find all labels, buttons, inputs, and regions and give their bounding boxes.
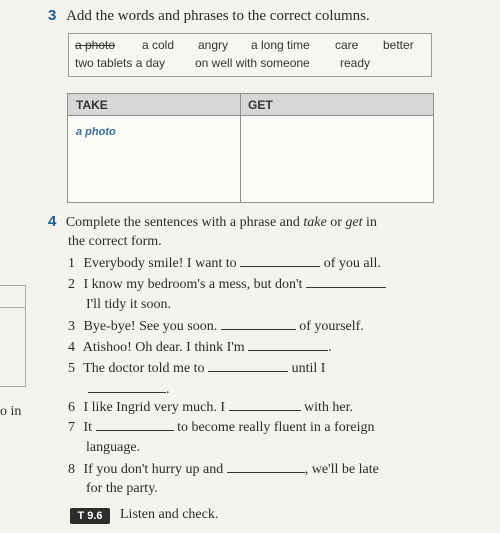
column-get-header: GET bbox=[248, 98, 273, 112]
sentence-6 bbox=[68, 399, 353, 416]
word-item: two tablets a day bbox=[75, 56, 166, 70]
sentence-2 bbox=[68, 276, 386, 293]
margin-box bbox=[0, 285, 26, 387]
sentence-text: until I bbox=[291, 361, 326, 376]
column-take-header: TAKE bbox=[76, 98, 108, 112]
exercise-3-instruction: Add the words and phrases to the correct columns. bbox=[66, 8, 370, 24]
sentence-number: 7 bbox=[68, 420, 75, 435]
exercise-4-instruction-line2: the correct form. bbox=[68, 234, 162, 249]
answer-blank[interactable] bbox=[88, 381, 166, 393]
sentence-text: I like Ingrid very much. I bbox=[83, 400, 226, 415]
or-word: or bbox=[330, 215, 342, 230]
sentence-text: . bbox=[166, 382, 170, 397]
column-divider bbox=[240, 94, 241, 202]
sentence-text: of yourself. bbox=[299, 319, 364, 334]
sentence-2-continued: I'll tidy it soon. bbox=[86, 297, 171, 312]
sentence-3 bbox=[68, 318, 364, 335]
sentence-text: Atishoo! Oh dear. I think I'm bbox=[82, 340, 245, 355]
exercise-4-number: 4 bbox=[48, 213, 57, 230]
word-item: ready bbox=[340, 56, 371, 70]
sentence-text: If you don't hurry up and bbox=[83, 462, 224, 477]
sentence-7 bbox=[68, 419, 375, 436]
sentence-5 bbox=[68, 360, 325, 377]
sentence-number: 3 bbox=[68, 319, 75, 334]
answer-blank[interactable] bbox=[306, 276, 386, 288]
exercise-3-heading bbox=[48, 7, 370, 25]
exercise-3-number: 3 bbox=[48, 7, 57, 24]
sentence-number: 4 bbox=[68, 340, 75, 355]
sentence-text: with her. bbox=[304, 400, 354, 415]
margin-box-divider bbox=[0, 307, 25, 308]
answer-blank[interactable] bbox=[227, 461, 305, 473]
answer-blank[interactable] bbox=[248, 339, 328, 351]
in-word: in bbox=[366, 215, 377, 230]
columns-table bbox=[67, 93, 434, 203]
answer-blank[interactable] bbox=[221, 318, 296, 330]
take-word: take bbox=[303, 215, 327, 230]
sentence-text: to become really fluent in a foreign bbox=[177, 420, 375, 435]
answer-blank[interactable] bbox=[96, 419, 174, 431]
audio-track-badge[interactable]: T 9.6 bbox=[70, 508, 110, 524]
sentence-7-continued: language. bbox=[86, 440, 141, 455]
sentence-number: 2 bbox=[68, 277, 75, 292]
sentence-8 bbox=[68, 461, 379, 478]
sentence-number: 6 bbox=[68, 400, 75, 415]
sentence-number: 8 bbox=[68, 462, 75, 477]
exercise-4-heading bbox=[48, 213, 377, 231]
sentence-1 bbox=[68, 255, 381, 272]
answer-blank[interactable] bbox=[229, 399, 301, 411]
word-item: angry bbox=[198, 38, 229, 52]
word-item: on well with someone bbox=[195, 56, 310, 70]
sentence-text: . bbox=[328, 340, 332, 355]
sentence-text: The doctor told me to bbox=[83, 361, 205, 376]
sentence-text: Everybody smile! I want to bbox=[83, 256, 237, 271]
sentence-text: , we'll be late bbox=[304, 462, 379, 477]
answer-blank[interactable] bbox=[208, 360, 288, 372]
get-word: get bbox=[345, 215, 363, 230]
margin-text: o in bbox=[0, 404, 22, 419]
listen-and-check: Listen and check. bbox=[120, 507, 219, 522]
sentence-4 bbox=[68, 339, 332, 356]
sentence-text: Bye-bye! See you soon. bbox=[83, 319, 218, 334]
sentence-text: I know my bedroom's a mess, but don't bbox=[83, 277, 303, 292]
word-item: better bbox=[383, 38, 414, 52]
sentence-5-continued bbox=[88, 381, 170, 398]
word-item: care bbox=[335, 38, 359, 52]
word-item: a long time bbox=[251, 38, 310, 52]
sentence-number: 5 bbox=[68, 361, 75, 376]
exercise-4-instruction: Complete the sentences with a phrase and bbox=[65, 215, 300, 230]
sentence-number: 1 bbox=[68, 256, 75, 271]
sentence-text: of you all. bbox=[323, 256, 381, 271]
sentence-text: It bbox=[83, 420, 93, 435]
word-item: a cold bbox=[142, 38, 175, 52]
sentence-8-continued: for the party. bbox=[86, 481, 158, 496]
word-box bbox=[68, 33, 432, 77]
example-answer: a photo bbox=[76, 126, 116, 138]
answer-blank[interactable] bbox=[240, 255, 320, 267]
word-item: a photo bbox=[75, 38, 116, 52]
